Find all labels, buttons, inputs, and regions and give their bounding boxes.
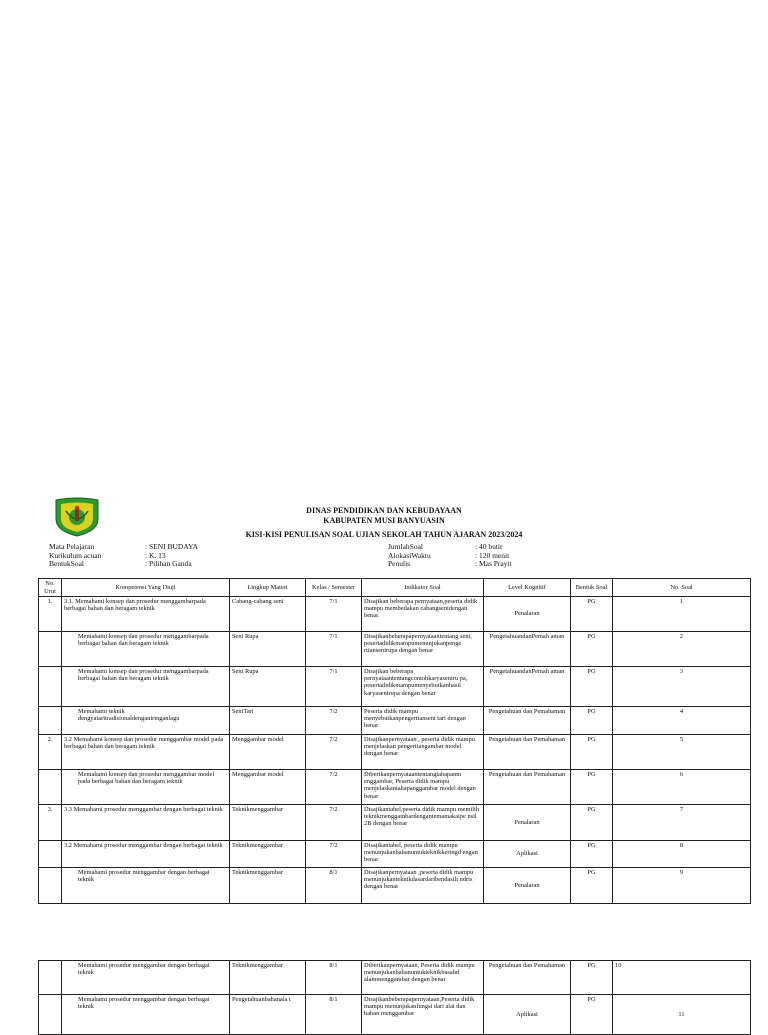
header-line-1: DINAS PENDIDIKAN DAN KEBUDAYAAN (306, 506, 462, 515)
cell-kelas: 7/2 (306, 735, 362, 770)
cell-kelas: 7/1 (306, 632, 362, 667)
cell-no (39, 995, 62, 1035)
cell-kompetensi: Memahami konsep dan prosedur menggambar model pada berbagai bahan dan beragam teknik (62, 770, 230, 805)
cell-kelas: 7/2 (306, 805, 362, 841)
cell-indikator: Disajikan beberapa pernyataan,peserta didik mampu membedakan cabangsenidengan benar. (362, 597, 484, 632)
meta-value: : 40 butir (475, 542, 503, 551)
cell-indikator: Disajikanpernyataan , peserta didik mampu menjelaskan pengertiangambar model dengan benar (362, 735, 484, 770)
cell-bentuk: PG (571, 735, 613, 770)
cell-no: 2. (39, 735, 62, 770)
cell-kelas: 7/2 (306, 707, 362, 735)
header-line-3: KISI-KISI PENULISAN SOAL UJIAN SEKOLAH TAHUN AJARAN 2023/2024 (245, 530, 523, 539)
table-row (39, 995, 751, 1035)
cell-no-soal: 2 (613, 632, 751, 667)
cell-bentuk: PG (571, 805, 613, 841)
cell-level: Pengetahuan dan Pemahaman (484, 735, 571, 770)
cell-kelas: 7/2 (306, 770, 362, 805)
table-header-row (39, 579, 751, 597)
cell-level: PengetahuandanPemah aman (484, 667, 571, 707)
cell-kompetensi: 3.2 Memahami prosedur menggambar dengan berbagai teknik (62, 841, 230, 868)
cell-kompetensi: Memahami prosedur menggambar dengan berbagai teknik (62, 995, 230, 1035)
cell-level: Penalaran (484, 597, 571, 632)
cell-materi: Seni Rupa (230, 632, 306, 667)
cell-bentuk: PG (571, 707, 613, 735)
table-row (39, 961, 751, 995)
cell-bentuk: PG (571, 667, 613, 707)
cell-indikator: Disajikanbeberapapernyataantentang seni, pesertadidikmampumenunjukanpenge rtiansenirupa dengan benar (362, 632, 484, 667)
cell-indikator: Diberikanpernyataan, Peserta didik mampu menunjukanbahanuntukteknikbasahd alammenggambar dengan benar (362, 961, 484, 995)
cell-indikator: Diberikanpernyataantentangtahapanm enggambar, Peserta didik mampu menjelaskantahapanggambar model dengan benar (362, 770, 484, 805)
table-row (39, 805, 751, 841)
cell-no (39, 868, 62, 904)
cell-materi: Pengetahuanbahanala t (230, 995, 306, 1035)
cell-kompetensi: 3.1. Memahami konsep dan prosedur menggambarpada berbagai bahan dan beragam teknik (62, 597, 230, 632)
cell-no (39, 841, 62, 868)
cell-materi: Teknikmenggambar (230, 961, 306, 995)
cell-no (39, 707, 62, 735)
header-indikator: Indikator Soal (362, 579, 484, 597)
cell-no-soal: 10 (613, 961, 751, 995)
cell-level: Pengetahuan dan Pemahaman (484, 770, 571, 805)
cell-materi: Menggambar model (230, 735, 306, 770)
cell-kompetensi: Memahami teknik dengyataritradisionaldenganiringanlagu (62, 707, 230, 735)
cell-level: Pengetahuan dan Pemahaman (484, 707, 571, 735)
table-row (39, 770, 751, 805)
cell-no-soal: 7 (613, 805, 751, 841)
table-row (39, 707, 751, 735)
cell-bentuk: PG (571, 770, 613, 805)
cell-no-soal: 5 (613, 735, 751, 770)
cell-materi: Seni Rupa (230, 667, 306, 707)
cell-materi: Menggambar model (230, 770, 306, 805)
meta-value: : Pilihan Ganda (145, 559, 192, 568)
meta-value: : SENI BUDAYA (145, 542, 199, 551)
cell-no: 1. (39, 597, 62, 632)
cell-bentuk: PG (571, 632, 613, 667)
meta-left (49, 543, 309, 569)
cell-kelas: 7/1 (306, 597, 362, 632)
meta-label: Mata Pelajaran (49, 542, 95, 551)
table-row (39, 597, 751, 632)
cell-materi: Teknikmenggambar (230, 805, 306, 841)
cell-level: Penalaran (484, 805, 571, 841)
cell-kompetensi: 3.3 Memahami prosedur menggambar dengan berbagai teknik (62, 805, 230, 841)
cell-no (39, 632, 62, 667)
cell-level: Aplikasi (484, 995, 571, 1035)
header-materi: Lingkup Materi (230, 579, 306, 597)
header-level: Level Kognitif (484, 579, 571, 597)
cell-kelas: 7/1 (306, 667, 362, 707)
cell-level: Pengetahuan dan Pemahaman (484, 961, 571, 995)
meta-value: : Mas Prayit (475, 559, 512, 568)
cell-no-soal: 8 (613, 841, 751, 868)
cell-indikator: Disajikanpernyataan ,peserta didik mampu menunjukanteknikdasardaribendasili ndris dengan benar (362, 868, 484, 904)
cell-no-soal: 11 (613, 995, 751, 1035)
cell-kelas: 8/1 (306, 995, 362, 1035)
cell-materi: Teknikmenggambar (230, 841, 306, 868)
table-row (39, 632, 751, 667)
table-row (39, 735, 751, 770)
cell-bentuk: PG (571, 995, 613, 1035)
cell-kompetensi: 3.2 Memahami konsep dan prosedur menggambar model pada berbagai bahan dan beragam teknik (62, 735, 230, 770)
cell-no-soal: 1 (613, 597, 751, 632)
cell-materi: Cabang-cabang seni (230, 597, 306, 632)
cell-bentuk: PG (571, 961, 613, 995)
cell-indikator: Peserta didik mampu menyebutkanpengertianseni tari dengan benar (362, 707, 484, 735)
cell-no (39, 961, 62, 995)
cell-materi: Teknikmenggambar (230, 868, 306, 904)
cell-no-soal: 4 (613, 707, 751, 735)
cell-level: PengetahuandanPemah aman (484, 632, 571, 667)
cell-bentuk: PG (571, 597, 613, 632)
cell-no-soal: 9 (613, 868, 751, 904)
meta-right (388, 543, 588, 569)
cell-kelas: 7/2 (306, 841, 362, 868)
cell-bentuk: PG (571, 841, 613, 868)
table-row (39, 841, 751, 868)
cell-indikator: Disajikanbeberapapernyataan,Peserta didik mampu menunjukanfungsi dari alat dan bahan menggambar (362, 995, 484, 1035)
cell-no-soal: 3 (613, 667, 751, 707)
meta-label: BentukSoal (49, 559, 84, 568)
table-row (39, 667, 751, 707)
meta-value: : 120 menit (475, 550, 510, 560)
cell-level: Penalaran (484, 868, 571, 904)
cell-no (39, 770, 62, 805)
cell-kelas: 8/1 (306, 961, 362, 995)
kisi-kisi-table (38, 578, 751, 904)
cell-kompetensi: Memahami konsep dan prosedur menggambarpada berbagai bahan dan beragam teknik (62, 667, 230, 707)
header-kompetensi: Kompetensi Yang Diuji (62, 579, 230, 597)
cell-indikator: Disajikantabel, peserta didik mampu menunjukanbahanuntukteknikkeringd engan benar (362, 841, 484, 868)
cell-no (39, 667, 62, 707)
cell-kelas: 8/1 (306, 868, 362, 904)
header-bentuk: Bentuk Soal (571, 579, 613, 597)
cell-indikator: Disajikantabel,peserta didik mampu memilih teknikmenggambardengantemamakaipe nsil 2B dengan benar (362, 805, 484, 841)
meta-label: JumlahSoal (388, 542, 423, 551)
cell-materi: SeniTari (230, 707, 306, 735)
cell-kompetensi: Memahami prosedur menggambar dengan berbagai teknik (62, 961, 230, 995)
cell-no-soal: 6 (613, 770, 751, 805)
meta-value: : K. 13 (145, 550, 166, 560)
cell-level: Aplikasi (484, 841, 571, 868)
cell-bentuk: PG (571, 868, 613, 904)
header-kelas: Kelas / Semester (306, 579, 362, 597)
header-no-soal: No. Soal (613, 579, 751, 597)
cell-kompetensi: Memahami prosedur menggambar dengan berbagai teknik (62, 868, 230, 904)
table-row (39, 868, 751, 904)
header-line-2: KABUPATEN MUSI BANYUASIN (323, 516, 445, 525)
header-no: No. Urut (39, 579, 62, 597)
meta-label: Kurikulum acuan (49, 550, 102, 560)
cell-no: 3. (39, 805, 62, 841)
meta-label: Penulis (388, 559, 411, 568)
cell-indikator: Disajikan beberapa pernyataantentangcontohkaryaseniru pa, pesertadidikmampumenyebutkanhasil karyasenirupa dengan benar (362, 667, 484, 707)
cell-kompetensi: Memahami konsep dan prosedur menggambarpada berbagai bahan dan beragam teknik (62, 632, 230, 667)
meta-label: AlokasiWaktu (388, 550, 431, 560)
